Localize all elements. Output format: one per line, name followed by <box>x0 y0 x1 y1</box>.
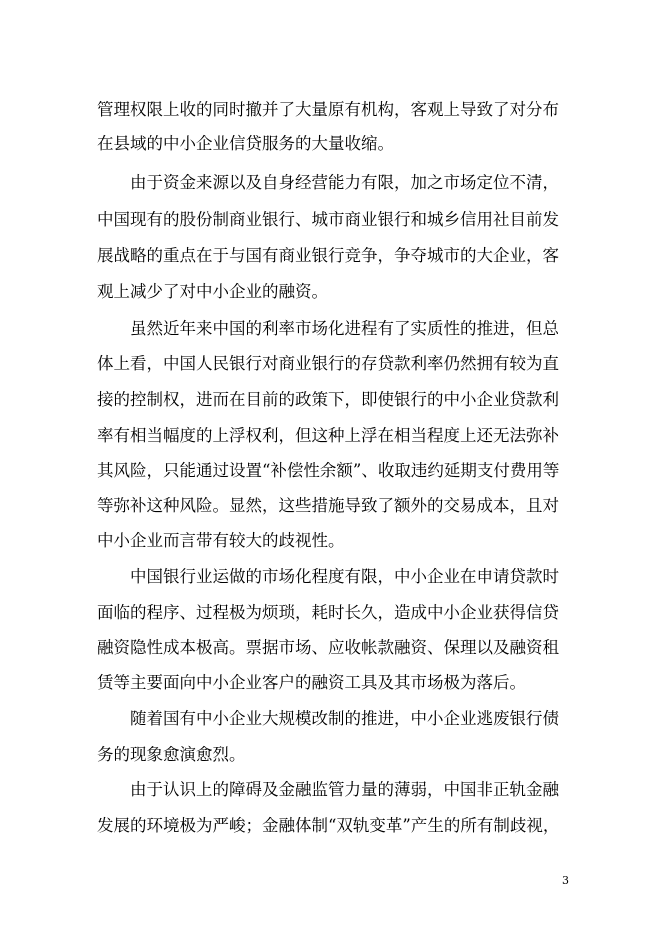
paragraph-4-line-3: 融资隐性成本极高。票据市场、应收帐款融资、保理以及融资租 <box>97 638 559 657</box>
paragraph-2-line-1: 由于资金来源以及自身经营能力有限，加之市场定位不清， <box>130 173 559 192</box>
paragraph-3-line-7: 中小企业而言带有较大的歧视性。 <box>97 531 345 550</box>
paragraph-3-line-3: 接的控制权，进而在目前的政策下，即使银行的中小企业贷款利 <box>97 390 559 409</box>
paragraph-4-line-4: 赁等主要面向中小企业客户的融资工具及其市场极为落后。 <box>97 673 526 692</box>
paragraph-1-line-2: 在县域的中小企业信贷服务的大量收缩。 <box>97 134 394 153</box>
paragraph-3-line-2: 体上看，中国人民银行对商业银行的存贷款利率仍然拥有较为直 <box>97 354 559 373</box>
paragraph-3-line-5: 其风险，只能通过设置“补偿性余额”、收取违约延期支付费用等 <box>97 461 560 480</box>
paragraph-2-line-4: 观上减少了对中小企业的融资。 <box>97 282 328 301</box>
paragraph-2-line-3: 展战略的重点在于与国有商业银行竞争，争夺城市的大企业，客 <box>97 246 559 265</box>
paragraph-4-line-2: 面临的程序、过程极为烦琐，耗时长久，造成中小企业获得信贷 <box>97 603 559 622</box>
paragraph-5-line-2: 务的现象愈演愈烈。 <box>97 745 246 764</box>
paragraph-2-line-2: 中国现有的股份制商业银行、城市商业银行和城乡信用社目前发 <box>97 210 559 229</box>
page-number: 3 <box>562 874 569 887</box>
paragraph-3-line-6: 等弥补这种风险。显然，这些措施导致了额外的交易成本，且对 <box>97 496 559 515</box>
paragraph-3-line-1: 虽然近年来中国的利率市场化进程有了实质性的推进，但总 <box>130 319 559 338</box>
paragraph-5-line-1: 随着国有中小企业大规模改制的推进，中小企业逃废银行债 <box>130 709 559 728</box>
paragraph-6-line-1: 由于认识上的障碍及金融监管力量的薄弱，中国非正轨金融 <box>130 780 559 799</box>
paragraph-3-line-4: 率有相当幅度的上浮权利，但这种上浮在相当程度上还无法弥补 <box>97 426 559 445</box>
paragraph-1-line-1: 管理权限上收的同时撤并了大量原有机构，客观上导致了对分布 <box>97 100 559 119</box>
paragraph-6-line-2: 发展的环境极为严峻；金融体制“双轨变革”产生的所有制歧视， <box>97 816 560 835</box>
paragraph-4-line-1: 中国银行业运做的市场化程度有限，中小企业在申请贷款时 <box>130 567 559 586</box>
